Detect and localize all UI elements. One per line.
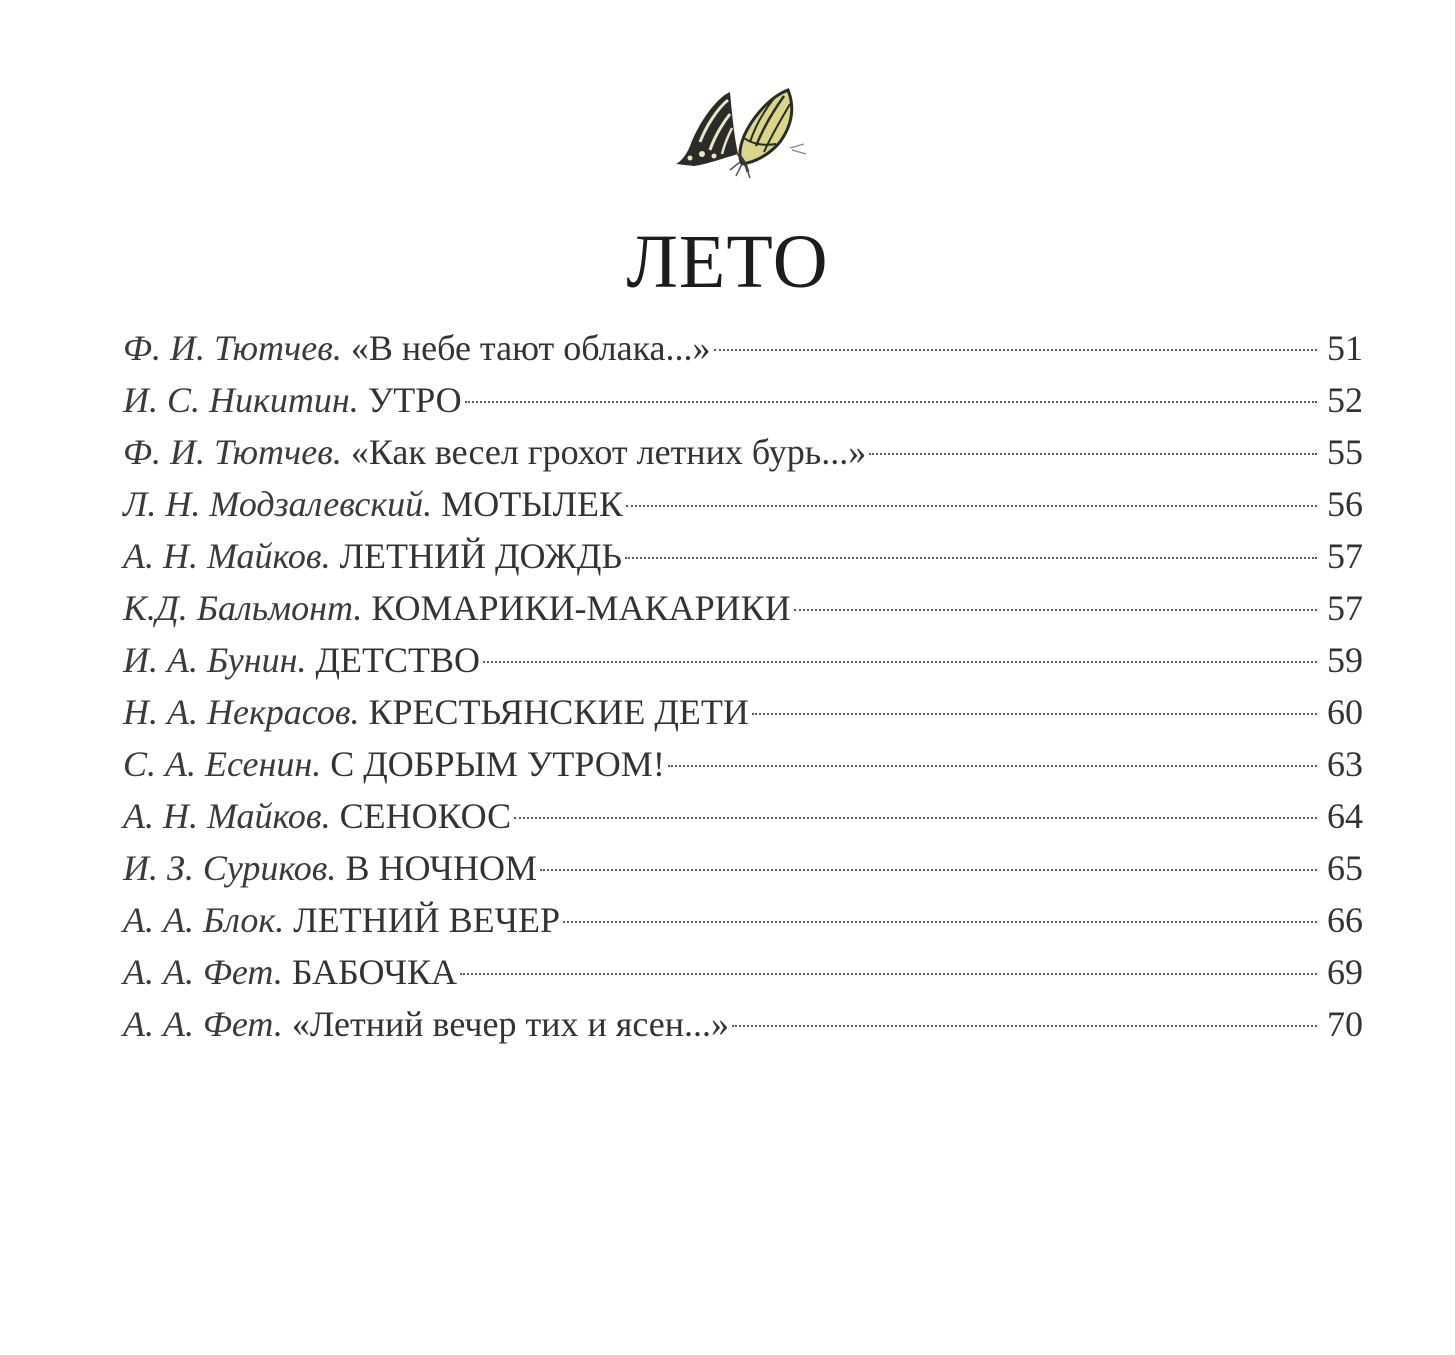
- section-title: ЛЕТО: [626, 220, 829, 304]
- dot-leader: [483, 661, 1317, 663]
- dot-leader: [794, 609, 1317, 611]
- toc-author: А. Н. Майков.: [123, 536, 331, 576]
- toc-author: А. Н. Майков.: [123, 796, 331, 836]
- toc-entry[interactable]: [123, 582, 1363, 634]
- toc-title: МОТЫЛЕК: [441, 484, 623, 524]
- toc-entry[interactable]: [123, 998, 1363, 1050]
- toc-entry[interactable]: [123, 426, 1363, 478]
- dot-leader: [714, 349, 1317, 351]
- toc-author: А. А. Фет.: [123, 952, 283, 992]
- toc-entry[interactable]: [123, 686, 1363, 738]
- toc-entry[interactable]: [123, 374, 1363, 426]
- toc-author: Л. Н. Модзалевский.: [123, 484, 433, 524]
- dot-leader: [540, 869, 1317, 871]
- toc-author: А. А. Фет.: [123, 1004, 283, 1044]
- dot-leader: [465, 401, 1317, 403]
- toc-title: С ДОБРЫМ УТРОМ!: [330, 744, 665, 784]
- toc-title: ДЕТСТВО: [315, 640, 481, 680]
- toc-author: Ф. И. Тютчев.: [123, 432, 342, 472]
- toc-title: «Летний вечер тих и ясен...»: [291, 1004, 729, 1044]
- table-of-contents: [123, 322, 1363, 1050]
- dot-leader: [732, 1025, 1317, 1027]
- toc-entry[interactable]: [123, 946, 1363, 998]
- toc-author: И. С. Никитин.: [123, 380, 359, 420]
- dot-leader: [752, 713, 1317, 715]
- toc-page-number: 57: [1327, 536, 1363, 576]
- toc-entry[interactable]: [123, 530, 1363, 582]
- toc-title: «В небе тают облака...»: [350, 328, 711, 368]
- toc-page-number: 65: [1327, 848, 1363, 888]
- toc-page-number: 60: [1327, 692, 1363, 732]
- toc-page-number: 63: [1327, 744, 1363, 784]
- toc-entry[interactable]: [123, 790, 1363, 842]
- toc-title: В НОЧНОМ: [345, 848, 537, 888]
- toc-title: КРЕСТЬЯНСКИЕ ДЕТИ: [368, 692, 749, 732]
- toc-page-number: 55: [1327, 432, 1363, 472]
- toc-author: С. А. Есенин.: [123, 744, 322, 784]
- toc-entry[interactable]: [123, 894, 1363, 946]
- toc-page-number: 59: [1327, 640, 1363, 680]
- butterfly-icon: [672, 84, 818, 180]
- dot-leader: [668, 765, 1317, 767]
- dot-leader: [460, 973, 1317, 975]
- toc-page-number: 64: [1327, 796, 1363, 836]
- dot-leader: [626, 505, 1317, 507]
- toc-page-number: 57: [1327, 588, 1363, 628]
- toc-entry[interactable]: [123, 322, 1363, 374]
- toc-page-number: 70: [1327, 1004, 1363, 1044]
- dot-leader: [563, 921, 1317, 923]
- toc-entry[interactable]: [123, 478, 1363, 530]
- toc-author: И. А. Бунин.: [123, 640, 307, 680]
- toc-page-number: 66: [1327, 900, 1363, 940]
- toc-title: УТРО: [367, 380, 462, 420]
- toc-entry[interactable]: [123, 738, 1363, 790]
- toc-entry[interactable]: [123, 842, 1363, 894]
- toc-page-number: 51: [1327, 328, 1363, 368]
- toc-page-number: 52: [1327, 380, 1363, 420]
- toc-author: Ф. И. Тютчев.: [123, 328, 342, 368]
- toc-title: «Как весел грохот летних бурь...»: [350, 432, 867, 472]
- dot-leader: [869, 453, 1317, 455]
- toc-title: ЛЕТНИЙ ВЕЧЕР: [293, 900, 561, 940]
- toc-page-number: 56: [1327, 484, 1363, 524]
- toc-title: КОМАРИКИ-МАКАРИКИ: [371, 588, 791, 628]
- toc-title: СЕНОКОС: [339, 796, 512, 836]
- toc-page-number: 69: [1327, 952, 1363, 992]
- toc-author: К.Д. Бальмонт.: [123, 588, 363, 628]
- toc-entry[interactable]: [123, 634, 1363, 686]
- toc-author: А. А. Блок.: [123, 900, 285, 940]
- dot-leader: [625, 557, 1317, 559]
- toc-author: Н. А. Некрасов.: [123, 692, 360, 732]
- toc-title: БАБОЧКА: [291, 952, 458, 992]
- toc-title: ЛЕТНИЙ ДОЖДЬ: [339, 536, 623, 576]
- toc-author: И. З. Суриков.: [123, 848, 337, 888]
- dot-leader: [514, 817, 1317, 819]
